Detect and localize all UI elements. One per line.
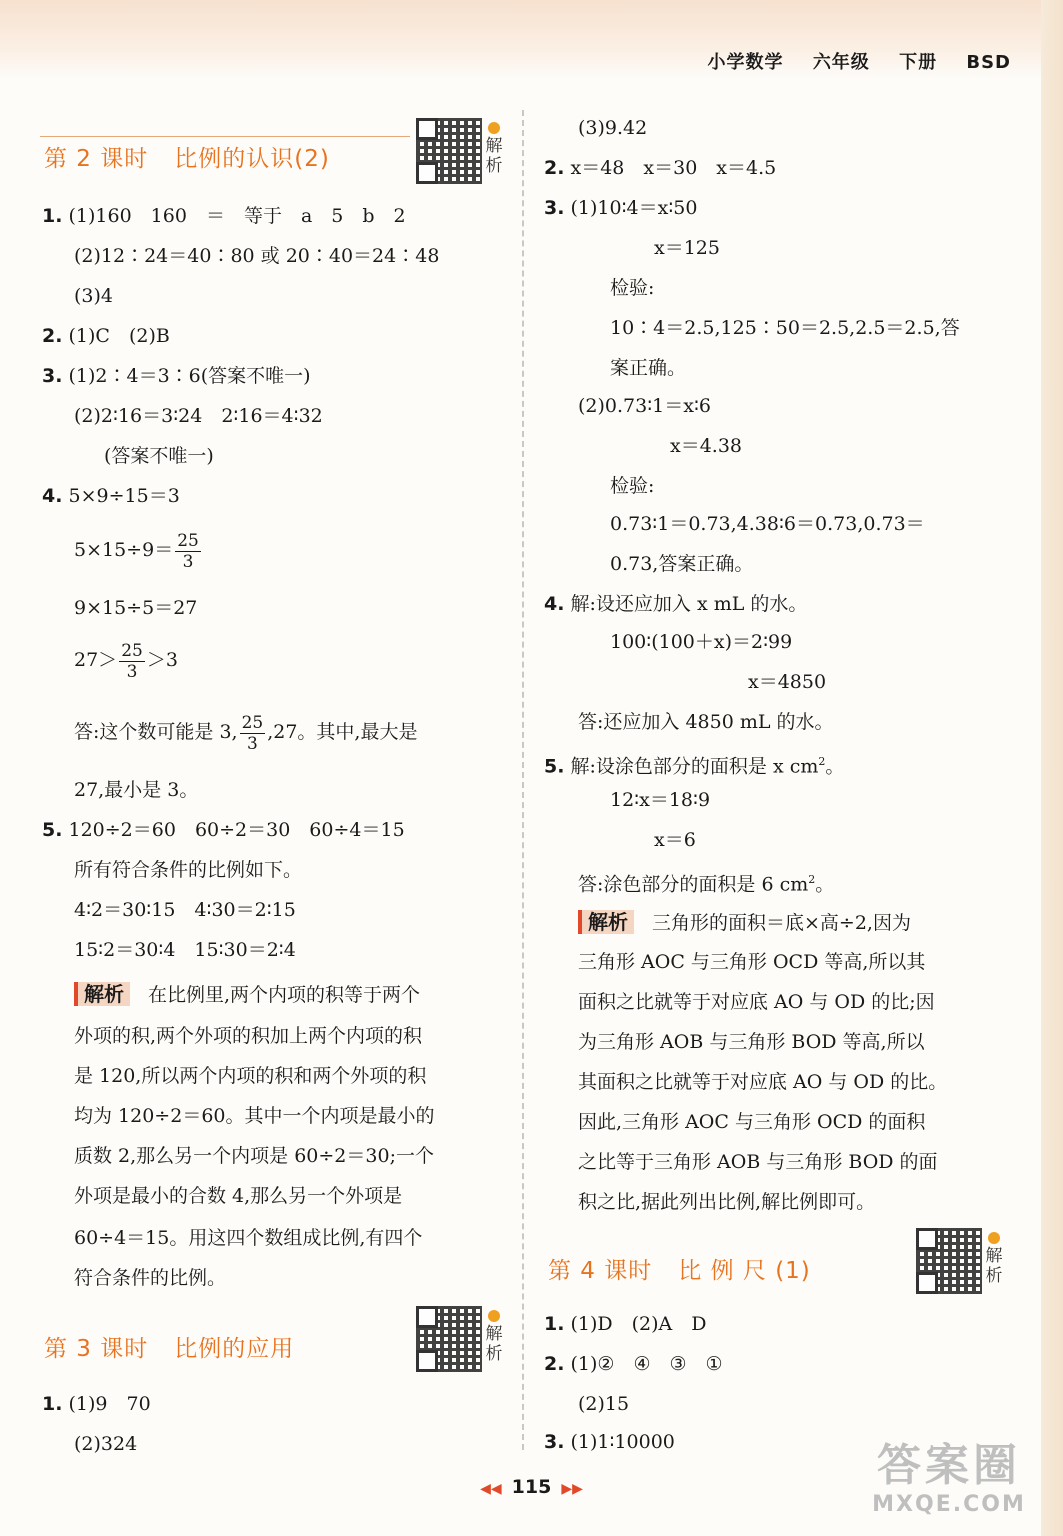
r4-line-1: 4. 解:设还应加入 x mL 的水。 [544,593,808,615]
page-number: 115 [511,1476,552,1498]
l3-q1-line-1: 1. (1)9 70 [42,1393,151,1415]
q4-line-6: 27,最小是 3。 [74,779,199,801]
lesson-title: 比例的认识(2) [174,146,330,172]
r3-line-2: x＝125 [654,237,720,259]
lesson-number: 第 3 课时 [44,1336,149,1362]
analysis-line: 60÷4＝15。用这四个数组成比例,有四个 [74,1227,423,1249]
next-arrows-icon: ▶▶ [561,1481,583,1497]
watermark-logo [859,1440,1039,1530]
q3-line-1: 3. (1)2∶4＝3∶6(答案不唯一) [42,365,311,387]
r1-line: (3)9.42 [578,117,648,139]
q5-line-4: 15∶2＝30∶4 15∶30＝2∶4 [74,939,296,961]
r5-line-2: 12∶x＝18∶9 [610,789,711,811]
analysis-line: 外项的积,两个外项的积加上两个内项的积 [74,1025,423,1047]
qr-label: 解析 [484,1310,504,1364]
q1-line-1: 1. (1)160 160 ＝ 等于 a 5 b 2 [42,205,406,227]
watermark-top: 答案圈 [877,1440,1021,1491]
qr-code-icon[interactable] [916,1228,982,1294]
q4-line-2: 5×15÷9＝ $\frac{25}{3}$ [74,530,199,572]
analysis-line: 均为 120÷2＝60。其中一个内项是最小的 [74,1105,435,1127]
r3-line-5: 案正确。 [610,357,687,379]
lesson-title: 比例的应用 [174,1336,295,1362]
r4-line-3: x＝4850 [748,671,827,693]
analysis-line: 因此,三角形 AOC 与三角形 OCD 的面积 [578,1111,926,1133]
analysis-line: 质数 2,那么另一个内项是 60÷2＝30;一个 [74,1145,434,1167]
play-dot-icon [488,1310,500,1322]
prev-arrows-icon: ◀◀ [480,1481,502,1497]
lesson-2-heading [44,140,330,173]
l4-q3-line: 3. (1)1∶10000 [544,1431,675,1453]
q4-line-4: 27＞ $\frac{25}{3}$ ＞3 [74,640,178,682]
qr-code-icon[interactable] [416,118,482,184]
r2-line: 2. x＝48 x＝30 x＝4.5 [544,157,777,179]
qr-label: 解析 [984,1232,1004,1286]
analysis-line: 积之比,据此列出比例,解比例即可。 [578,1191,876,1213]
lesson-number: 第 4 课时 [548,1258,653,1284]
q5-line-3: 4∶2＝30∶15 4∶30＝2∶15 [74,899,296,921]
header-volume: 下册 [899,52,938,73]
analysis-line: 面积之比就等于对应底 AO 与 OD 的比;因 [578,991,935,1013]
analysis-line: 解析 三角形的面积＝底×高÷2,因为 [578,910,911,935]
qr-code-icon[interactable] [416,1306,482,1372]
analysis-line: 符合条件的比例。 [74,1267,227,1289]
lesson-number: 第 2 课时 [44,146,149,172]
fraction: $\frac{25}{3}$ [121,640,143,682]
r3-line-8: 检验: [610,475,655,497]
q4-line-1: 4. 5×9÷15＝3 [42,485,180,507]
play-dot-icon [988,1232,1000,1244]
lesson-rule [40,136,410,137]
r3-line-3: 检验: [610,277,655,299]
watermark-bottom: MXQE.COM [872,1492,1026,1517]
column-divider [522,110,524,1450]
r5-line-1: 5. 解:设涂色部分的面积是 x $cm^2$。 [544,755,845,778]
lesson-4-heading [548,1252,811,1285]
play-dot-icon [488,122,500,134]
header-subject: 小学数学 [707,52,784,73]
analysis-line: 其面积之比就等于对应底 AO 与 OD 的比。 [578,1071,948,1093]
r3-line-6: (2)0.73∶1＝x∶6 [578,395,712,417]
qr-label: 解析 [484,122,504,176]
r4-line-2: 100∶(100＋x)＝2∶99 [610,631,793,653]
analysis-line: 解析 在比例里,两个内项的积等于两个 [74,982,420,1007]
analysis-tag: 解析 [74,982,130,1006]
q2-line-1: 2. (1)C (2)B [42,325,170,347]
r5-line-4: 答:涂色部分的面积是 6 $cm^2$。 [578,873,835,896]
q4-line-5: 答:这个数可能是 3, $\frac{25}{3}$ ,27。其中,最大是 [74,712,418,754]
q5-line-2: 所有符合条件的比例如下。 [74,859,303,881]
analysis-line: 之比等于三角形 AOB 与三角形 BOD 的面 [578,1151,938,1173]
r3-line-1: 3. (1)10∶4＝x∶50 [544,197,698,219]
q1-line-3: (3)4 [74,285,114,307]
q5-line-1: 5. 120÷2＝60 60÷2＝30 60÷4＝15 [42,819,405,841]
header-grade: 六年级 [812,52,870,73]
book-header [686,48,1011,74]
q1-line-2: (2)12∶24＝40∶80 或 20∶40＝24∶48 [74,245,440,267]
r3-line-9: 0.73∶1＝0.73,4.38∶6＝0.73,0.73＝ [610,513,925,535]
analysis-line: 为三角形 AOB 与三角形 BOD 等高,所以 [578,1031,925,1053]
lesson-title: 比 例 尺 (1) [678,1258,811,1284]
page-edge-strip [1041,0,1063,1536]
r3-line-4: 10∶4＝2.5,125∶50＝2.5,2.5＝2.5,答 [610,317,960,339]
q4-line-3: 9×15÷5＝27 [74,597,198,619]
r3-line-7: x＝4.38 [670,435,743,457]
r4-line-4: 答:还应加入 4850 mL 的水。 [578,711,834,733]
analysis-line: 外项是最小的合数 4,那么另一个外项是 [74,1185,403,1207]
q3-line-3: (答案不唯一) [104,445,214,467]
header-edition: BSD [966,52,1011,73]
q3-line-2: (2)2∶16＝3∶24 2∶16＝4∶32 [74,405,323,427]
l4-q2-line-1: 2. (1)② ④ ③ ① [544,1353,723,1375]
analysis-line: 是 120,所以两个内项的积和两个外项的积 [74,1065,427,1087]
r5-line-3: x＝6 [654,829,696,851]
l4-q2-line-2: (2)15 [578,1393,630,1415]
r3-line-10: 0.73,答案正确。 [610,553,754,575]
analysis-tag: 解析 [578,910,634,934]
fraction: $\frac{25}{3}$ [177,530,199,572]
analysis-line: 三角形 AOC 与三角形 OCD 等高,所以其 [578,951,926,973]
fraction: $\frac{25}{3}$ [241,712,264,754]
lesson-3-heading [44,1330,294,1363]
l4-q1-line: 1. (1)D (2)A D [544,1313,707,1335]
l3-q1-line-2: (2)324 [74,1433,138,1455]
